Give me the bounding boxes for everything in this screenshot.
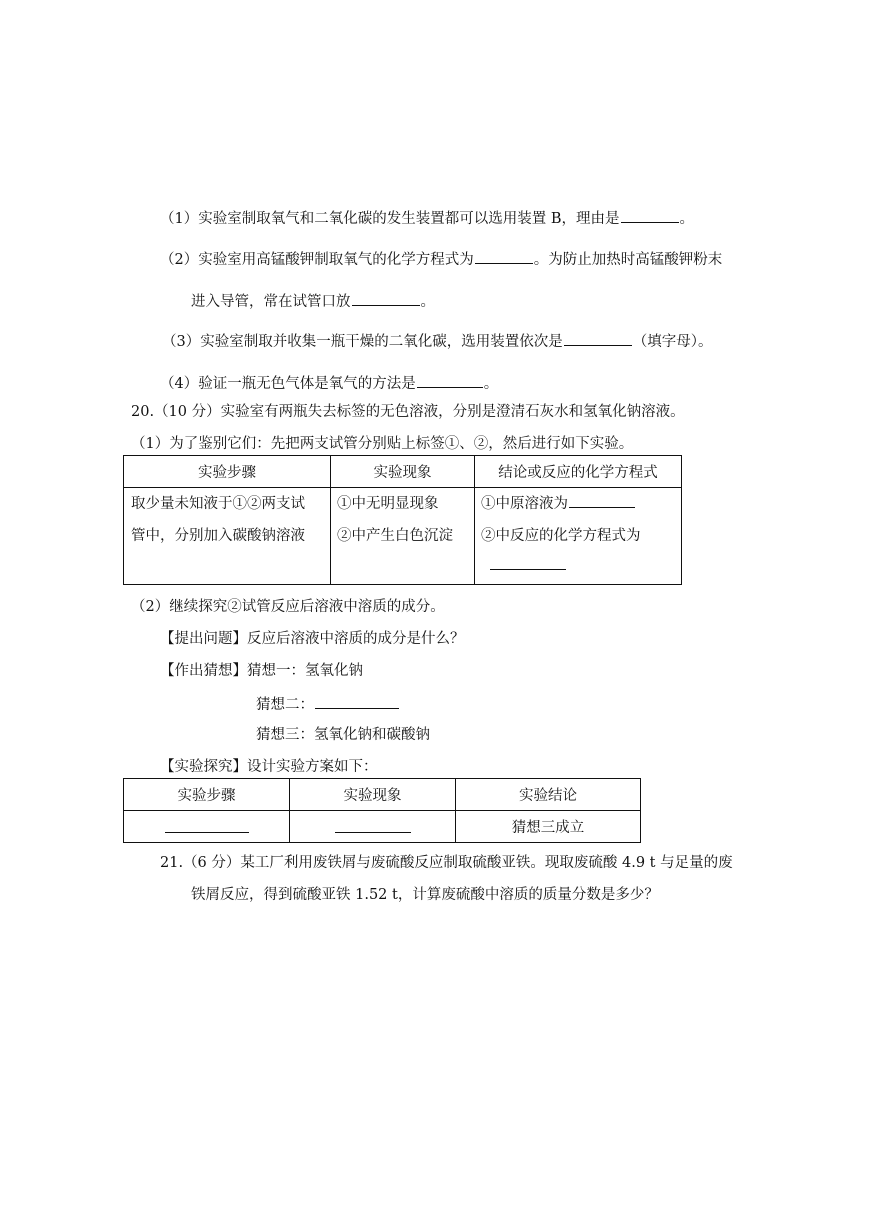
table2-observation-cell (290, 811, 456, 843)
answer-blank[interactable] (621, 207, 679, 223)
q21-line1: 21.（6 分）某工厂利用废铁屑与废硫酸反应制取硫酸亚铁。现取废硫酸 4.9 t 与足量的废 (160, 855, 733, 871)
q20-hypothesis2-text: 猜想二： (256, 697, 314, 713)
table2-conclusion-cell: 猜想三成立 (456, 811, 641, 843)
q19-part2-continued (191, 290, 435, 312)
answer-blank[interactable] (165, 817, 249, 833)
experiment-table-1 (123, 455, 682, 585)
q19-part4-text: （4）验证一瓶无色气体是氧气的方法是 (160, 376, 416, 392)
answer-blank[interactable] (490, 554, 566, 570)
table1-obs-line2: ②中产生白色沉淀 (337, 528, 453, 544)
answer-blank[interactable] (564, 330, 632, 346)
answer-blank[interactable] (475, 248, 533, 264)
q19-part3 (162, 330, 712, 352)
table1-step-line1: 取少量未知液于①②两支试 (131, 496, 305, 512)
q19-part4-end: 。 (483, 376, 499, 392)
table2-header-steps: 实验步骤 (124, 779, 290, 811)
q19-part1 (160, 207, 694, 229)
q19-part2b-text: 进入导管，常在试管口放 (191, 294, 351, 310)
answer-blank[interactable] (315, 693, 399, 709)
q19-part1-text: （1）实验室制取氧气和二氧化碳的发生装置都可以选用装置 B，理由是 (160, 211, 620, 227)
q19-part2 (160, 248, 722, 270)
table1-concl-line1 (475, 488, 681, 520)
table2-header-observation: 实验现象 (290, 779, 456, 811)
q19-part4 (160, 372, 498, 394)
table2-header-conclusion: 实验结论 (456, 779, 641, 811)
experiment-table-2 (123, 778, 641, 843)
q19-part2-mid: 。为防止加热时高锰酸钾粉末 (533, 252, 723, 268)
q20-part1: （1）为了鉴别它们：先把两支试管分别贴上标签①、②，然后进行如下实验。 (131, 436, 634, 452)
q21-line2: 铁屑反应，得到硫酸亚铁 1.52 t，计算废硫酸中溶质的质量分数是多少？ (191, 887, 659, 903)
table1-header-observation: 实验现象 (331, 456, 475, 488)
q19-part1-end: 。 (679, 211, 694, 227)
q20-part2: （2）继续探究②试管反应后溶液中溶质的成分。 (131, 599, 445, 615)
table1-step-line2: 管中，分别加入碳酸钠溶液 (131, 528, 305, 544)
table1-header-conclusion: 结论或反应的化学方程式 (475, 456, 682, 488)
answer-blank[interactable] (352, 290, 420, 306)
q19-part2-text: （2）实验室用高锰酸钾制取氧气的化学方程式为 (160, 252, 474, 268)
answer-blank[interactable] (335, 817, 411, 833)
q19-part2b-end: 。 (420, 294, 435, 310)
table1-concl-line3 (475, 552, 681, 580)
answer-blank[interactable] (569, 492, 635, 508)
q20-hypothesis2 (256, 693, 400, 715)
table1-observation-cell (331, 488, 475, 585)
q19-part3-end: （填字母）。 (632, 334, 713, 350)
table1-step-cell (124, 488, 331, 585)
table1-obs-line1: ①中无明显现象 (337, 496, 439, 512)
table2-step-cell (124, 811, 290, 843)
q20-hypothesis3: 猜想三：氢氧化钠和碳酸钠 (256, 727, 430, 743)
q20-hypothesis1: 【作出猜想】猜想一：氢氧化钠 (160, 663, 363, 679)
q20-question: 【提出问题】反应后溶液中溶质的成分是什么？ (160, 631, 465, 647)
answer-blank[interactable] (417, 372, 483, 388)
q19-part3-text: （3）实验室制取并收集一瓶干燥的二氧化碳，选用装置依次是 (162, 334, 563, 350)
table1-header-steps: 实验步骤 (124, 456, 331, 488)
q20-explore: 【实验探究】设计实验方案如下： (160, 759, 378, 775)
table1-conclusion-cell (475, 488, 682, 585)
q20-title: 20.（10 分）实验室有两瓶失去标签的无色溶液，分别是澄清石灰水和氢氧化钠溶液。 (131, 404, 685, 420)
table1-concl-text2: ②中反应的化学方程式为 (481, 528, 641, 544)
table1-concl-text1: ①中原溶液为 (481, 496, 568, 512)
